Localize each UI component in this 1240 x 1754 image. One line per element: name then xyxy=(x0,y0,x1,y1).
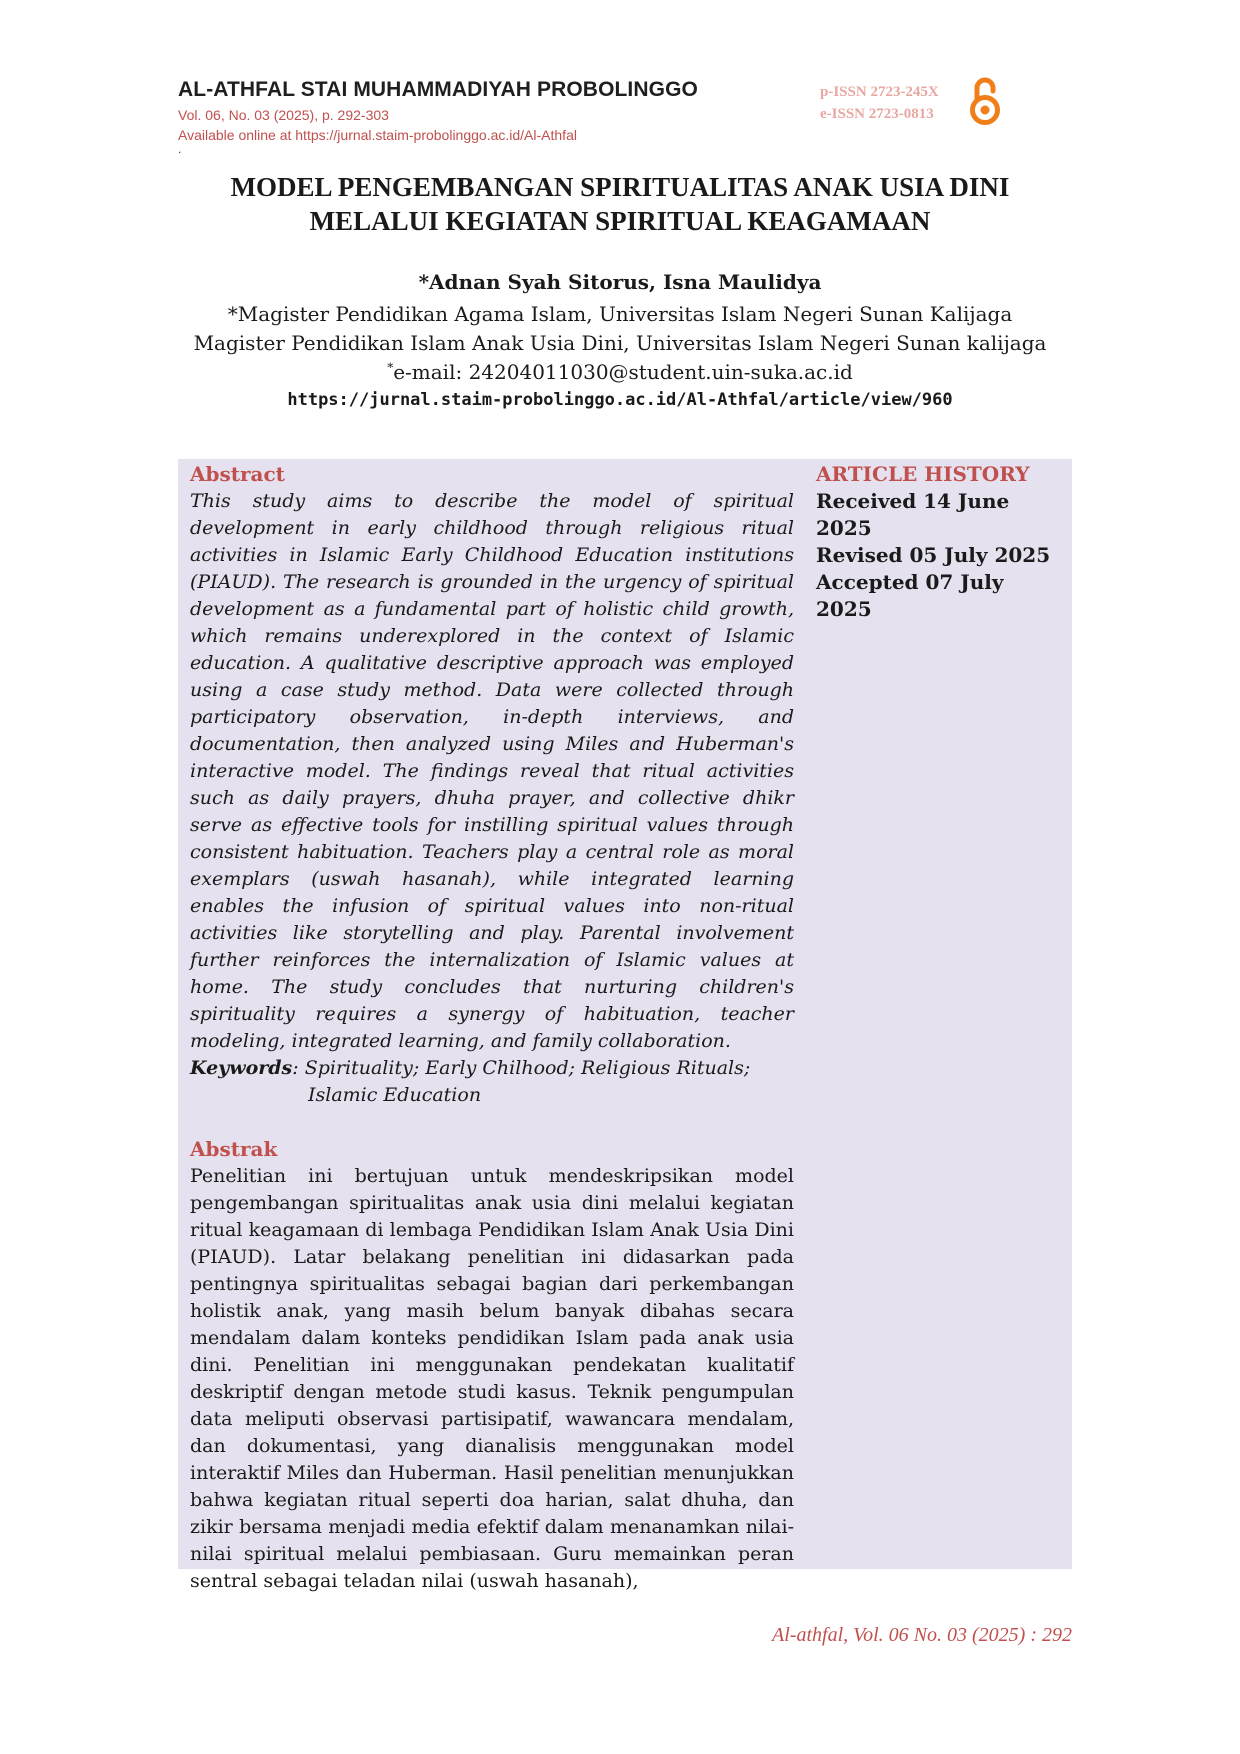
history-heading: ARTICLE HISTORY xyxy=(816,462,1030,486)
abstrak-text: Penelitian ini bertujuan untuk mendeskripsikan model pengembangan spiritualitas anak usia dini melalui kegiatan ritual keagamaan di lembaga Pendidikan Islam Anak Usia Dini (PIAUD). Latar belakang penelitian ini didasarkan pada pentingnya spiritualitas sebagai bagian dari perkembangan holistik anak, yang masih belum banyak dibahas secara mendalam dalam konteks pendidikan Islam pada anak usia dini. Penelitian ini menggunakan pendekatan kualitatif deskriptif dengan metode studi kasus. Teknik pengumpulan data meliputi observasi partisipatif, wawancara mendalam, dan dokumentasi, yang dianalisis menggunakan model interaktif Miles dan Huberman. Hasil penelitian menunjukkan bahwa kegiatan ritual seperti doa harian, salat dhuha, dan zikir bersama menjadi media efektif dalam menanamkan nilai-nilai spiritual melalui pembiasaan. Guru memainkan peran sentral sebagai teladan nilai (uswah hasanah), xyxy=(190,1165,794,1592)
issn-print: p-ISSN 2723-245X xyxy=(820,84,939,100)
corresponding-email xyxy=(0,360,1240,384)
page-footer: Al-athfal, Vol. 06 No. 03 (2025) : 292 xyxy=(772,1624,1072,1646)
availability-link[interactable]: Available online at https://jurnal.staim-probolinggo.ac.id/Al-Athfal xyxy=(178,127,577,143)
abstract-text: This study aims to describe the model of spiritual development in early childhood through religious ritual activities in Islamic Early Childhood Education institutions (PIAUD). The research is grounded in the urgency of spiritual development as a fundamental part of holistic child growth, which remains underexplored in the context of Islamic education. A qualitative descriptive approach was employed using a case study method. Data were collected through participatory observation, in-depth interviews, and documentation, then analyzed using Miles and Huberman's interactive model. The findings reveal that ritual activities such as daily prayers, dhuha prayer, and collective dhikr serve as effective tools for instilling spiritual values through consistent habituation. Teachers play a central role as moral exemplars (uswah hasanah), while integrated learning enables the infusion of spiritual values into non-ritual activities like storytelling and play. Parental involvement further reinforces the internalization of Islamic values at home. The study concludes that nurturing children's spirituality requires a synergy of habituation, teacher modeling, integrated learning, and family collaboration. xyxy=(190,490,794,1052)
header-dot: . xyxy=(178,142,182,156)
issn-online: e-ISSN 2723-0813 xyxy=(820,106,934,122)
affiliation-2: Magister Pendidikan Islam Anak Usia Dini, Universitas Islam Negeri Sunan kalijaga xyxy=(193,331,1047,355)
author-list: *Adnan Syah Sitorus, Isna Maulidya xyxy=(418,270,822,294)
keywords-line-2: Islamic Education xyxy=(308,1084,482,1106)
keywords-row xyxy=(190,1055,794,1082)
keywords-line-1: : Spirituality; Early Chilhood; Religious Rituals; xyxy=(292,1057,751,1079)
open-access-icon xyxy=(968,75,1002,127)
abstract-heading: Abstract xyxy=(190,462,285,486)
history-received: Received 14 June 2025 xyxy=(816,489,1010,540)
article-title-line-2: MELALUI KEGIATAN SPIRITUAL KEAGAMAAN xyxy=(309,206,931,236)
article-title-line-1: MODEL PENGEMBANGAN SPIRITUALITAS ANAK USIA DINI xyxy=(230,172,1010,202)
keywords-label: Keywords xyxy=(190,1057,293,1079)
abstrak-heading: Abstrak xyxy=(190,1137,278,1161)
volume-info: Vol. 06, No. 03 (2025), p. 292-303 xyxy=(178,107,389,123)
email-text[interactable]: e-mail: 24204011030@student.uin-suka.ac.id xyxy=(393,360,853,384)
abstract-column xyxy=(190,461,794,1595)
affiliation-1: *Magister Pendidikan Agama Islam, Universitas Islam Negeri Sunan Kalijaga xyxy=(227,302,1013,326)
article-url[interactable]: https://jurnal.staim-probolinggo.ac.id/Al-Athfal/article/view/960 xyxy=(287,390,953,410)
history-revised: Revised 05 July 2025 xyxy=(816,543,1051,567)
journal-name: AL-ATHFAL STAI MUHAMMADIYAH PROBOLINGGO xyxy=(178,78,698,101)
email-mark: * xyxy=(387,360,394,375)
article-history xyxy=(816,461,1066,623)
history-accepted: Accepted 07 July 2025 xyxy=(816,570,1004,621)
keywords-values xyxy=(292,1055,794,1082)
